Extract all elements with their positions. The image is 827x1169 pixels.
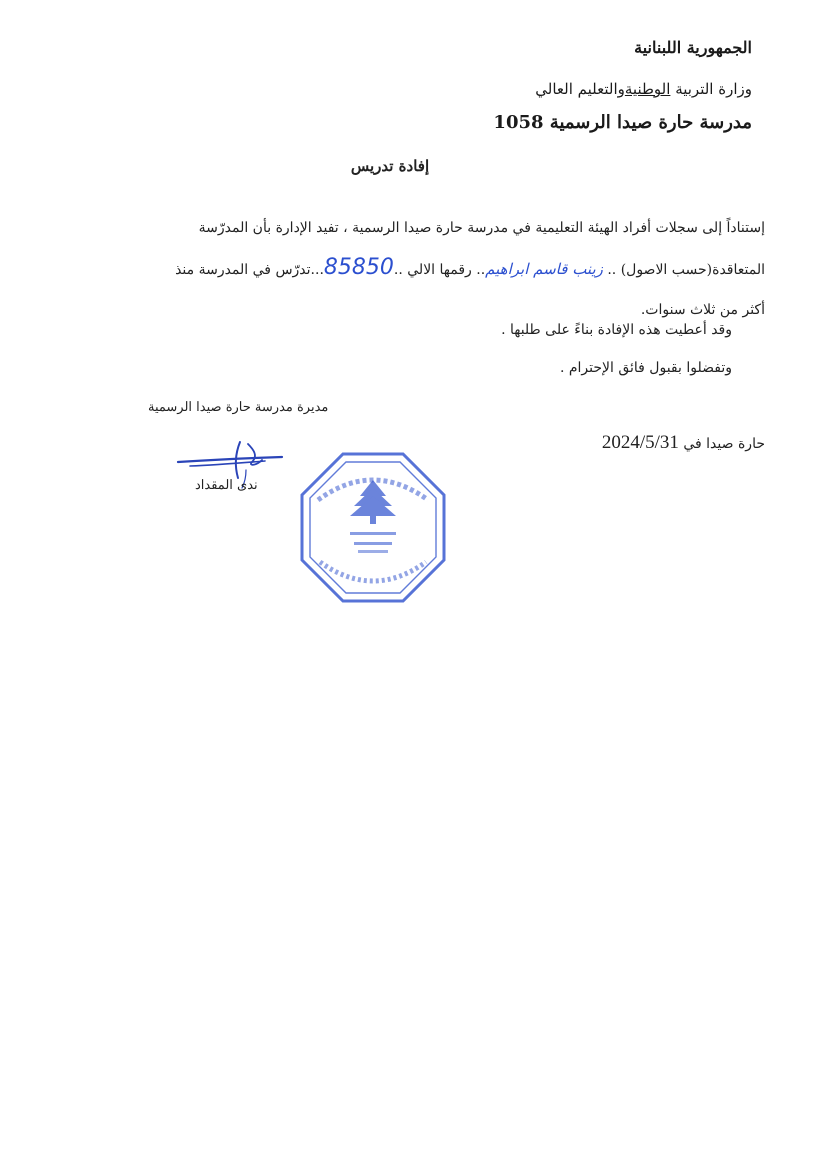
body-line-1: إستناداً إلى سجلات أفراد الهيئة التعليمية في مدرسة حارة صيدا الرسمية ، تفيد الإدارة بأن المدرّسة	[198, 220, 765, 236]
dots-c: ..	[393, 262, 403, 278]
place-date	[602, 432, 765, 454]
body-line-3: أكثر من ثلاث سنوات.	[640, 302, 765, 318]
header-ministry	[535, 80, 752, 98]
signer-title: مديرة مدرسة حارة صيدا الرسمية	[148, 400, 329, 415]
dots-b: ..	[476, 262, 486, 278]
teacher-name-handwritten: زينب قاسم ابراهيم	[485, 260, 603, 278]
document-title: إفادة تدريس	[350, 157, 430, 175]
body-line-2	[45, 248, 765, 290]
body-paragraph	[45, 208, 765, 330]
teaching-text: تدرّس في المدرسة منذ	[175, 262, 311, 278]
header-school: مدرسة حارة صيدا الرسمية 1058	[493, 112, 752, 133]
signer-name: ندى المقداد	[195, 478, 258, 493]
cedar-tree-icon	[350, 480, 396, 524]
ministry-underlined: الوطنية	[624, 80, 671, 98]
place-prefix: حارة صيدا في	[683, 436, 765, 452]
request-paragraph: وقد أعطيت هذه الإفادة بناءً على طلبها .	[501, 322, 732, 338]
number-label: رقمها الالي	[407, 262, 472, 278]
ministry-prefix: وزارة التربية	[675, 80, 752, 98]
ministry-suffix: والتعليم العالي	[535, 80, 625, 98]
dots-a: ..	[607, 262, 617, 278]
document-date: 2024/5/31	[601, 432, 679, 453]
teacher-number-handwritten: 85850	[323, 255, 394, 280]
dots-d: ...	[310, 262, 324, 278]
header-country: الجمهورية اللبنانية	[634, 38, 752, 57]
contract-text: المتعاقدة(حسب الاصول)	[620, 262, 765, 278]
official-stamp	[298, 450, 448, 605]
closing-paragraph: وتفضلوا بقبول فائق الإحترام .	[559, 360, 732, 376]
